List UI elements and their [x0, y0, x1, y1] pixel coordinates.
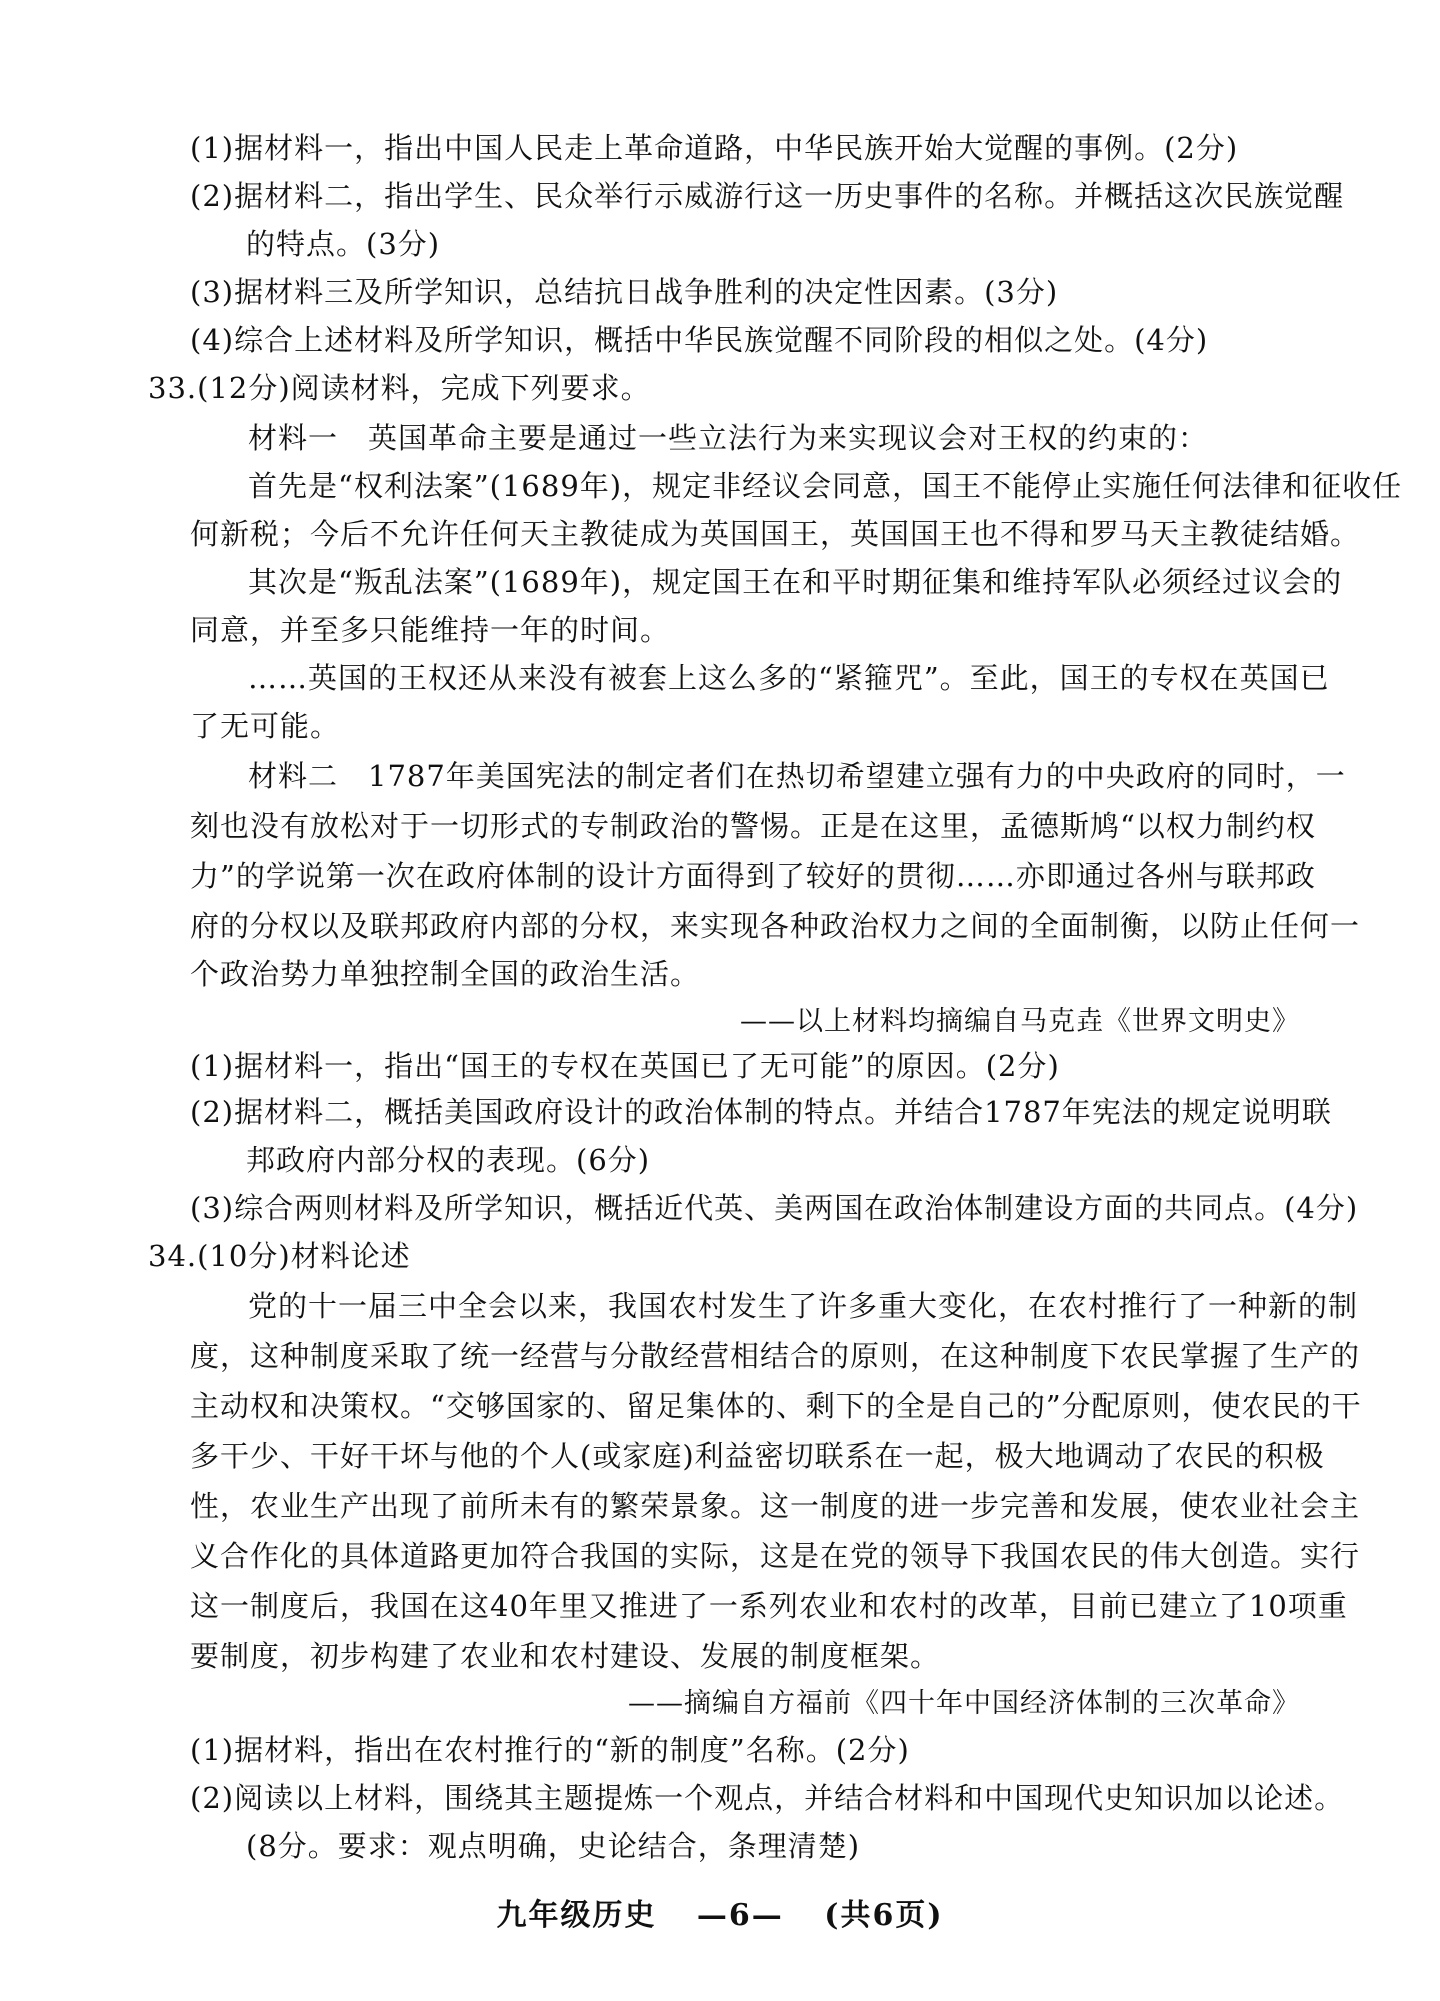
q33-sub2-line2: 邦政府内部分权的表现。(6分) [246, 1143, 651, 1177]
q32-sub2-line2: 的特点。(3分) [246, 227, 441, 261]
q32-sub2-line1: (2)据材料二，指出学生、民众举行示威游行这一历史事件的名称。并概括这次民族觉醒 [190, 179, 1345, 213]
q33-source: ——以上材料均摘编自马克垚《世界文明史》 [740, 1006, 1300, 1037]
q34-paragraph-line7: 这一制度后，我国在这40年里又推进了一系列农业和农村的改革，目前已建立了10项重 [190, 1589, 1348, 1623]
q34-paragraph-line6: 义合作化的具体道路更加符合我国的实际，这是在党的领导下我国农民的伟大创造。实行 [190, 1539, 1361, 1573]
q32-sub3: (3)据材料三及所学知识，总结抗日战争胜利的决定性因素。(3分) [190, 275, 1059, 309]
q33-sub2-line1: (2)据材料二，概括美国政府设计的政治体制的特点。并结合1787年宪法的规定说明联 [190, 1095, 1332, 1129]
q33-header: 33.(12分)阅读材料，完成下列要求。 [148, 371, 651, 405]
q33-material1-line7: 了无可能。 [190, 709, 341, 743]
q34-paragraph-line1: 党的十一届三中全会以来，我国农村发生了许多重大变化，在农村推行了一种新的制 [248, 1289, 1359, 1323]
q34-sub2-line2: (8分。要求：观点明确，史论结合，条理清楚) [246, 1829, 861, 1863]
q32-sub1: (1)据材料一，指出中国人民走上革命道路，中华民族开始大觉醒的事例。(2分) [190, 131, 1239, 165]
q33-sub1: (1)据材料一，指出“国王的专权在英国已了无可能”的原因。(2分) [190, 1049, 1060, 1083]
footer-subject: 九年级历史 [496, 1898, 657, 1933]
q34-paragraph-line5: 性，农业生产出现了前所未有的繁荣景象。这一制度的进一步完善和发展，使农业社会主 [190, 1489, 1361, 1523]
q33-material2-line5: 个政治势力单独控制全国的政治生活。 [190, 957, 701, 991]
q34-paragraph-line4: 多干少、干好干坏与他的个人(或家庭)利益密切联系在一起，极大地调动了农民的积极 [190, 1439, 1325, 1473]
q34-sub2-line1: (2)阅读以上材料，围绕其主题提炼一个观点，并结合材料和中国现代史知识加以论述。 [190, 1781, 1345, 1815]
q33-material1-line4: 其次是“叛乱法案”(1689年)，规定国王在和平时期征集和维持军队必须经过议会的 [248, 565, 1343, 599]
q33-material1-line2: 首先是“权利法案”(1689年)，规定非经议会同意，国王不能停止实施任何法律和征收任 [248, 469, 1403, 503]
q34-header: 34.(10分)材料论述 [148, 1239, 411, 1273]
footer-total-pages: (共6页) [824, 1898, 944, 1933]
q33-material1-line3: 何新税；今后不允许任何天主教徒成为英国国王，英国国王也不得和罗马天主教徒结婚。 [190, 517, 1361, 551]
q33-material2-line4: 府的分权以及联邦政府内部的分权，来实现各种政治权力之间的全面制衡，以防止任何一 [190, 909, 1361, 943]
q33-material2-line3: 力”的学说第一次在政府体制的设计方面得到了较好的贯彻……亦即通过各州与联邦政 [190, 859, 1316, 893]
q32-sub4: (4)综合上述材料及所学知识，概括中华民族觉醒不同阶段的相似之处。(4分) [190, 323, 1209, 357]
q34-sub1: (1)据材料，指出在农村推行的“新的制度”名称。(2分) [190, 1733, 910, 1767]
q33-material1-line1: 材料一 英国革命主要是通过一些立法行为来实现议会对王权的约束的： [248, 421, 1209, 455]
q34-paragraph-line3: 主动权和决策权。“交够国家的、留足集体的、剩下的全是自己的”分配原则，使农民的干 [190, 1389, 1362, 1423]
q34-paragraph-line8: 要制度，初步构建了农业和农村建设、发展的制度框架。 [190, 1639, 941, 1673]
q34-paragraph-line2: 度，这种制度采取了统一经营与分散经营相结合的原则，在这种制度下农民掌握了生产的 [190, 1339, 1361, 1373]
q33-sub3: (3)综合两则材料及所学知识，概括近代英、美两国在政治体制建设方面的共同点。(4分) [190, 1191, 1359, 1225]
q33-material2-line2: 刻也没有放松对于一切形式的专制政治的警惕。正是在这里，孟德斯鸠“以权力制约权 [190, 809, 1316, 843]
footer-page-number: —6— [696, 1898, 784, 1933]
q33-material1-line5: 同意，并至多只能维持一年的时间。 [190, 613, 671, 647]
q34-source: ——摘编自方福前《四十年中国经济体制的三次革命》 [628, 1688, 1300, 1719]
q33-material1-line6: ……英国的王权还从来没有被套上这么多的“紧箍咒”。至此，国王的专权在英国已 [248, 661, 1330, 695]
page-footer [0, 1890, 1440, 1934]
q33-material2-line1: 材料二 1787年美国宪法的制定者们在热切希望建立强有力的中央政府的同时，一 [248, 759, 1346, 793]
